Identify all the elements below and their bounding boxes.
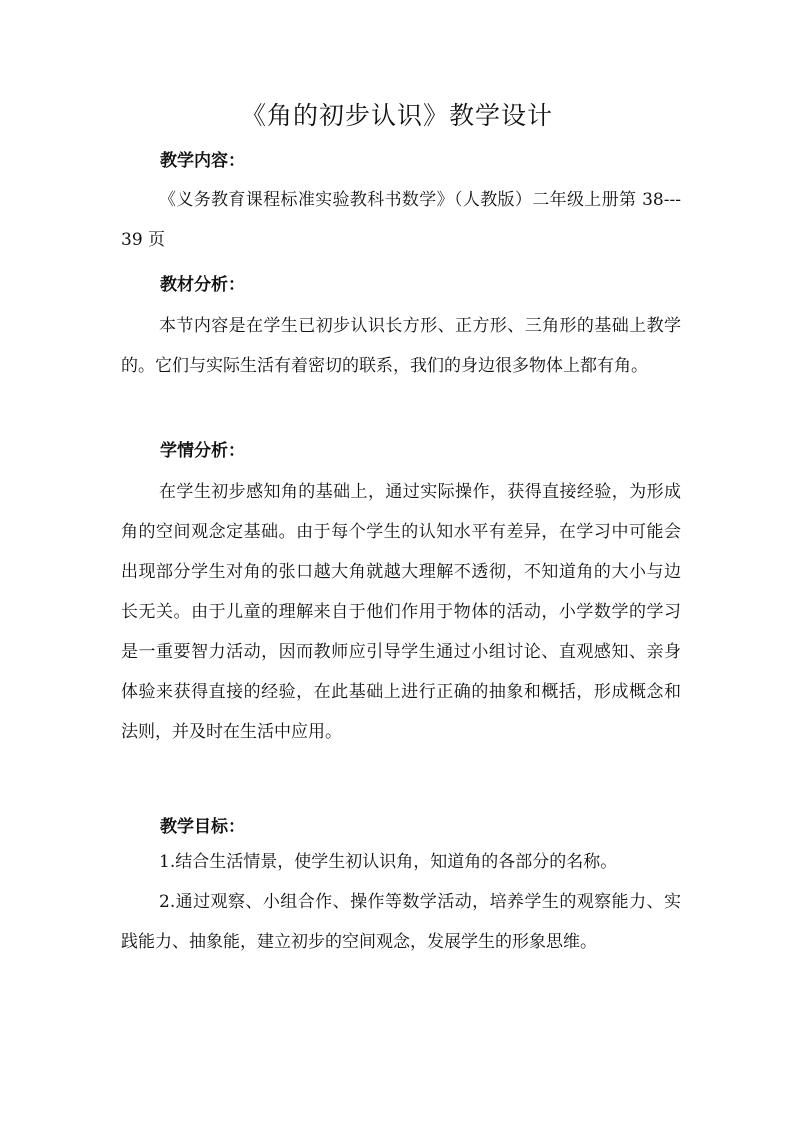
section-paragraph: 1.结合生活情景，使学生初认识角，知道角的各部分的名称。 bbox=[159, 852, 618, 872]
section-paragraph: 《义务教育课程标准实验教科书数学》（人教版）二年级上册第 38---39 页 bbox=[121, 190, 681, 250]
section-heading-teaching-goals: 教学目标： bbox=[160, 817, 245, 837]
section-paragraph: 2.通过观察、小组合作、操作等数学活动，培养学生的观察能力、实践能力、抽象能，建立初步的空间观念，发展学生的形象思维。 bbox=[121, 892, 681, 952]
section-heading-student-analysis: 学情分析： bbox=[160, 441, 245, 461]
document-title: 《角的初步认识》教学设计 bbox=[240, 101, 553, 130]
section-paragraph: 本节内容是在学生已初步认识长方形、正方形、三角形的基础上教学的。它们与实际生活有着密切的联系，我们的身边很多物体上都有角。 bbox=[121, 316, 681, 376]
section-heading-textbook-analysis: 教材分析： bbox=[160, 275, 245, 295]
section-heading-content: 教学内容： bbox=[160, 151, 245, 171]
section-paragraph: 在学生初步感知角的基础上，通过实际操作，获得直接经验，为形成角的空间观念定基础。由于每个学生的认知水平有差异，在学习中可能会出现部分学生对角的张口越大角就越大理解不透彻，不知道角的大小与边长无关。由于儿童的理解来自于他们作用于物体的活动，小学数学的学习是一重要智力活动，因而教师应引导学生通过小组讨论、直观感知、亲身体验来获得直接的经验，在此基础上进行正确的抽象和概括，形成概念和法则，并及时在生活中应用。 bbox=[121, 482, 681, 742]
